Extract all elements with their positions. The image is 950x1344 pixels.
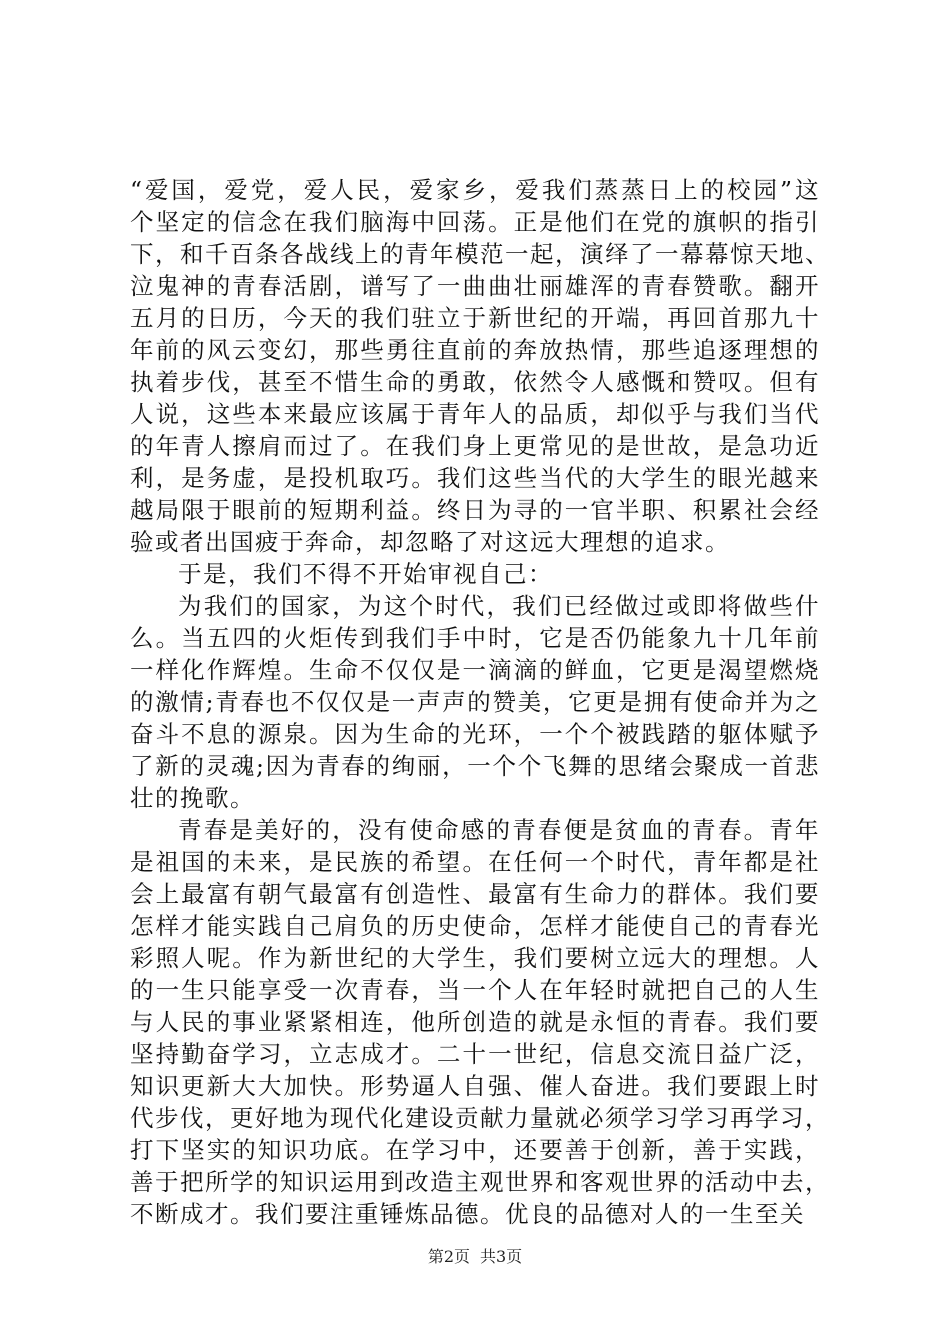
text-line: 是祖国的未来，是民族的希望。在任何一个时代，青年都是社 bbox=[130, 848, 820, 876]
text-line: 么。当五四的火炬传到我们手中时，它是否仍能象九十几年前 bbox=[130, 624, 820, 652]
text-line: 个坚定的信念在我们脑海中回荡。正是他们在党的旗帜的指引 bbox=[130, 208, 820, 236]
text-line: 五月的日历，今天的我们驻立于新世纪的开端，再回首那九十 bbox=[130, 304, 820, 332]
page-footer bbox=[0, 1244, 950, 1267]
text-line: 青春是美好的，没有使命感的青春便是贫血的青春。青年 bbox=[178, 816, 820, 844]
text-line: 一样化作辉煌。生命不仅仅是一滴滴的鲜血，它更是渴望燃烧 bbox=[130, 656, 820, 684]
text-line: 于是，我们不得不开始审视自己： bbox=[178, 560, 553, 588]
text-line: 的一生只能享受一次青春，当一个人在年轻时就把自己的人生 bbox=[130, 976, 820, 1004]
text-line: 壮的挽歌。 bbox=[130, 784, 255, 812]
paragraph bbox=[130, 814, 830, 1230]
text-line: 执着步伐，甚至不惜生命的勇敢，依然令人感慨和赞叹。但有 bbox=[130, 368, 820, 396]
paragraph bbox=[130, 174, 830, 558]
text-line: 越局限于眼前的短期利益。终日为寻的一官半职、积累社会经 bbox=[130, 496, 820, 524]
text-line: 怎样才能实践自己肩负的历史使命，怎样才能使自己的青春光 bbox=[130, 912, 820, 940]
text-line: 奋斗不息的源泉。因为生命的光环，一个个被践踏的躯体赋予 bbox=[130, 720, 820, 748]
paragraph bbox=[130, 558, 820, 590]
text-line: 的激情;青春也不仅仅是一声声的赞美，它更是拥有使命并为之 bbox=[130, 688, 820, 716]
text-line: 年前的风云变幻，那些勇往直前的奔放热情，那些追逐理想的 bbox=[130, 336, 820, 364]
text-line: 下，和千百条各战线上的青年模范一起，演绎了一幕幕惊天地、 bbox=[130, 240, 830, 268]
text-line: 会上最富有朝气最富有创造性、最富有生命力的群体。我们要 bbox=[130, 880, 820, 908]
page-number: 第2页 bbox=[427, 1247, 470, 1266]
text-line: 与人民的事业紧紧相连，他所创造的就是永恒的青春。我们要 bbox=[130, 1008, 820, 1036]
text-line: “爱国，爱党，爱人民，爱家乡，爱我们蒸蒸日上的校园”这 bbox=[130, 176, 820, 204]
text-line: 不断成才。我们要注重锤炼品德。优良的品德对人的一生至关 bbox=[130, 1200, 805, 1228]
text-line: 代步伐，更好地为现代化建设贡献力量就必须学习学习再学习， bbox=[130, 1104, 830, 1132]
document-body bbox=[130, 174, 830, 1230]
text-line: 知识更新大大加快。形势逼人自强、催人奋进。我们要跟上时 bbox=[130, 1072, 820, 1100]
text-line: 善于把所学的知识运用到改造主观世界和客观世界的活动中去， bbox=[130, 1168, 830, 1196]
text-line: 的年青人擦肩而过了。在我们身上更常见的是世故，是急功近 bbox=[130, 432, 820, 460]
text-line: 了新的灵魂;因为青春的绚丽，一个个飞舞的思绪会聚成一首悲 bbox=[130, 752, 820, 780]
text-line: 彩照人呢。作为新世纪的大学生，我们要树立远大的理想。人 bbox=[130, 944, 820, 972]
paragraph bbox=[130, 590, 820, 814]
text-line: 利，是务虚，是投机取巧。我们这些当代的大学生的眼光越来 bbox=[130, 464, 820, 492]
text-line: 人说，这些本来最应该属于青年人的品质，却似乎与我们当代 bbox=[130, 400, 820, 428]
text-line: 泣鬼神的青春活剧，谱写了一曲曲壮丽雄浑的青春赞歌。翻开 bbox=[130, 272, 820, 300]
page-total: 共3页 bbox=[480, 1247, 523, 1266]
text-line: 为我们的国家，为这个时代，我们已经做过或即将做些什 bbox=[178, 592, 820, 620]
text-line: 验或者出国疲于奔命，却忽略了对这远大理想的追求。 bbox=[130, 528, 730, 556]
text-line: 打下坚实的知识功底。在学习中，还要善于创新，善于实践， bbox=[130, 1136, 820, 1164]
text-line: 坚持勤奋学习，立志成才。二十一世纪，信息交流日益广泛， bbox=[130, 1040, 820, 1068]
